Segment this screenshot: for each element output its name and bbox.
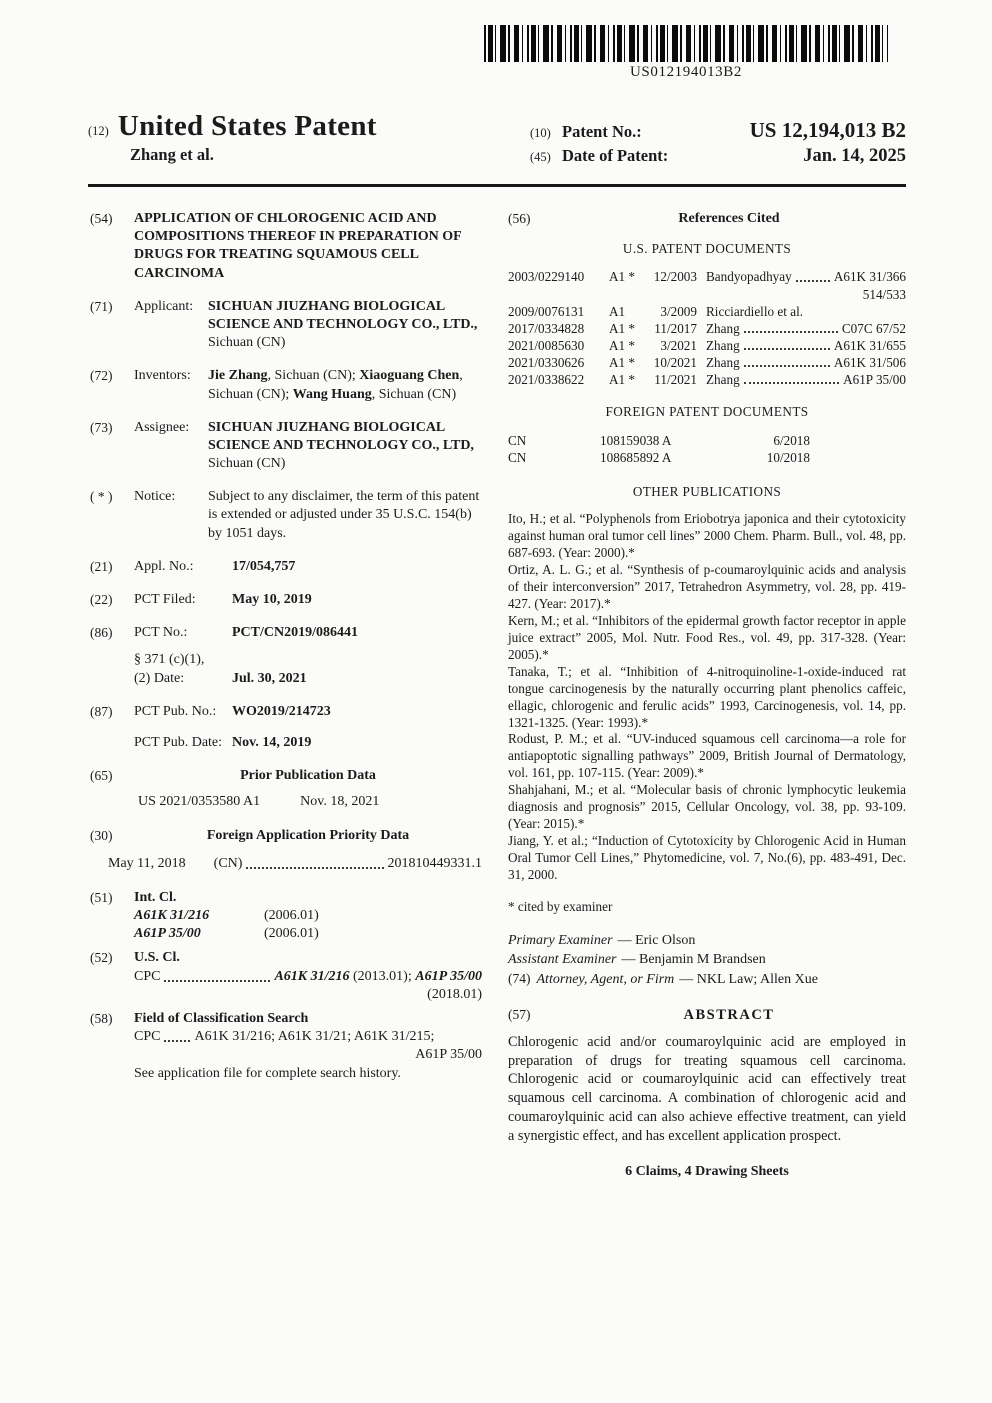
claims-note: 6 Claims, 4 Drawing Sheets bbox=[625, 1163, 789, 1179]
us-patent-documents-table bbox=[508, 268, 906, 388]
pct-no-value: PCT/CN2019/086441 bbox=[232, 625, 358, 641]
us-cl-classes: A61K 31/216 (2013.01); A61P 35/00 bbox=[274, 968, 482, 984]
pct-no-label: PCT No.: bbox=[134, 625, 188, 641]
field-tag: ( * ) bbox=[90, 489, 113, 505]
patent-date-value: Jan. 14, 2025 bbox=[803, 146, 906, 166]
publication-item: Tanaka, T.; et al. “Inhibition of 4-nitroquinoline-1-oxide-induced rat tongue carcinogenesis by the naturally occurring plant phenolics caffeic, ellagic, chlorogenic and ferulic acids” 1993, Carcinogenesis, vol. 14, pp. 1321-1325. (Year: 1993).* bbox=[508, 663, 906, 730]
us-cl-version: (2018.01) bbox=[427, 986, 482, 1002]
prior-publication-date: Nov. 18, 2021 bbox=[300, 794, 380, 810]
foreign-patent-documents-table bbox=[508, 432, 906, 466]
assignee-value: SICHUAN JIUZHANG BIOLOGICAL SCIENCE AND TECHNOLOGY CO., LTD, Sichuan (CN) bbox=[208, 419, 474, 472]
foreign-priority-date: May 11, 2018 bbox=[108, 855, 186, 871]
field-tag: (86) bbox=[90, 625, 113, 641]
patent-number-label: Patent No.: bbox=[562, 122, 642, 141]
header-left bbox=[88, 110, 377, 170]
section-371: § 371 (c)(1), bbox=[134, 652, 205, 668]
field-tag: (65) bbox=[90, 768, 113, 784]
right-column bbox=[508, 210, 906, 1181]
notice-label: Notice: bbox=[134, 489, 176, 505]
field-tag-10: (10) bbox=[530, 126, 551, 140]
inventors-label: Inventors: bbox=[134, 368, 191, 384]
prior-publication-doc: US 2021/0353580 A1 bbox=[138, 794, 261, 810]
field-tag: (56) bbox=[508, 211, 531, 226]
field-pct-filed bbox=[90, 591, 482, 609]
field-tag: (73) bbox=[90, 419, 113, 435]
us-cl-label: U.S. Cl. bbox=[134, 950, 180, 966]
publication-item: Rodust, P. M.; et al. “UV-induced squamous cell carcinoma—a role for antiapoptotic signalling pathways” 2009, British Journal of Dermatology, vol. 161, pp. 107-115. (Year: 2009).* bbox=[508, 731, 906, 781]
field-title bbox=[90, 210, 482, 283]
left-column bbox=[90, 210, 482, 1098]
table-row-continuation: 514/533 bbox=[862, 286, 906, 302]
patent-date-label: Date of Patent: bbox=[562, 146, 669, 165]
publication-item: Jiang, Y. et al.; “Induction of Cytotoxicity by Chlorogenic Acid in Human Oral Tumor Cell Lines,” Phytomedicine, vol. 7, No.(6), pp. 483-491, Dec. 31, 2000. bbox=[508, 833, 906, 883]
publication-item: Ito, H.; et al. “Polyphenols from Eriobotrya japonica and their cytotoxicity against human oral tumor cell lines” 2000 Chem. Pharm. Bull., vol. 48, pp. 687-693. (Year: 2000).* bbox=[508, 511, 906, 560]
table-row: 2021/0330626 A1 * 10/2021 Zhang A61K 31/506 bbox=[508, 355, 906, 371]
header-divider bbox=[88, 184, 906, 187]
table-row: CN 108159038 A 6/2018 bbox=[508, 432, 810, 448]
pct-pub-date-label: PCT Pub. Date: bbox=[134, 734, 223, 750]
prior-publication-row bbox=[90, 793, 482, 811]
foreign-priority-row bbox=[90, 855, 482, 873]
field-assignee bbox=[90, 419, 482, 474]
field-tag: (57) bbox=[508, 1006, 531, 1022]
dot-leader bbox=[246, 867, 383, 869]
dot-leader bbox=[164, 1040, 190, 1042]
pct-pub-no-label: PCT Pub. No.: bbox=[134, 703, 217, 719]
classification-search-line2: A61P 35/00 bbox=[415, 1047, 482, 1063]
field-notice bbox=[90, 488, 482, 543]
foreign-priority-heading: Foreign Application Priority Data bbox=[206, 827, 410, 843]
dot-leader bbox=[744, 348, 830, 350]
field-tag: (51) bbox=[90, 889, 113, 905]
pct-filed-value: May 10, 2019 bbox=[232, 592, 312, 607]
applicant-value: SICHUAN JIUZHANG BIOLOGICAL SCIENCE AND TECHNOLOGY CO., LTD., Sichuan (CN) bbox=[208, 298, 478, 351]
prior-publication-heading: Prior Publication Data bbox=[240, 768, 376, 784]
field-inventors bbox=[90, 367, 482, 403]
table-row: 2021/0085630 A1 * 3/2021 Zhang A61K 31/655 bbox=[508, 337, 906, 353]
page-title: United States Patent bbox=[117, 110, 377, 142]
field-tag-45: (45) bbox=[530, 150, 551, 164]
abstract-heading: (57) ABSTRACT bbox=[508, 1006, 775, 1023]
inventors-value: Jie Zhang, Sichuan (CN); Xiaoguang Chen, Sichuan (CN); Wang Huang, Sichuan (CN) bbox=[208, 368, 463, 402]
table-row: 2003/0229140 A1 * 12/2003 Bandyopadhyay A61K 31/366 bbox=[508, 269, 906, 285]
field-tag: (30) bbox=[90, 827, 113, 843]
references-cited-heading: (56) References Cited bbox=[508, 210, 906, 228]
int-cl-row: A61K 31/216 (2006.01) bbox=[134, 908, 319, 924]
date-371-label: (2) Date: bbox=[134, 670, 185, 686]
patent-number-value: US 12,194,013 B2 bbox=[749, 118, 906, 142]
field-tag: (52) bbox=[90, 950, 113, 966]
field-pct-pub bbox=[90, 703, 482, 752]
applicant-label: Applicant: bbox=[134, 298, 194, 314]
field-classification-search bbox=[90, 1010, 482, 1083]
field-tag: (54) bbox=[90, 211, 113, 226]
attorney-row: (74) Attorney, Agent, or Firm — NKL Law; Allen Xue bbox=[508, 970, 818, 987]
dot-leader bbox=[164, 980, 270, 982]
field-pct-no bbox=[90, 624, 482, 688]
examiner-block bbox=[508, 932, 906, 990]
pct-filed-label: PCT Filed: bbox=[134, 592, 196, 607]
other-publications-heading: OTHER PUBLICATIONS bbox=[632, 483, 782, 499]
barcode-text: US012194013B2 bbox=[630, 64, 742, 80]
dot-leader bbox=[744, 382, 839, 384]
field-tag: (58) bbox=[90, 1011, 113, 1026]
dot-leader bbox=[744, 365, 830, 367]
primary-examiner-row: Primary Examiner — Eric Olson bbox=[508, 933, 696, 949]
invention-title: APPLICATION OF CHLOROGENIC ACID AND COMPOSITIONS THEREOF IN PREPARATION OF DRUGS FOR TREATING SQUAMOUS CELL CARCINOMA bbox=[134, 211, 462, 281]
foreign-priority-country: (CN) bbox=[213, 855, 243, 871]
date-371-value: Jul. 30, 2021 bbox=[232, 670, 307, 686]
field-us-cl bbox=[90, 949, 482, 1004]
field-tag-12: (12) bbox=[88, 124, 109, 138]
barcode-image bbox=[484, 25, 888, 62]
pct-pub-date-value: Nov. 14, 2019 bbox=[232, 734, 312, 750]
field-prior-publication bbox=[90, 767, 482, 785]
field-tag: (71) bbox=[90, 298, 113, 314]
field-appl-no bbox=[90, 558, 482, 576]
classification-search-note: See application file for complete search history. bbox=[134, 1065, 401, 1081]
publication-item: Shahjahani, M.; et al. “Molecular basis of chronic lymphocytic leukemia diagnosis and prognosis” 2015, Cellular Oncology, vol. 38, pp. 93-109. (Year: 2015).* bbox=[508, 782, 906, 832]
int-cl-row: A61P 35/00 (2006.01) bbox=[134, 926, 319, 942]
notice-text: Subject to any disclaimer, the term of this patent is extended or adjusted under 35 U.S.C. 154(b) by 1051 days. bbox=[208, 489, 480, 541]
appl-no-label: Appl. No.: bbox=[134, 558, 194, 574]
assignee-label: Assignee: bbox=[134, 419, 190, 435]
dot-leader bbox=[796, 280, 830, 282]
field-tag: (21) bbox=[90, 558, 113, 574]
other-publications-list bbox=[508, 511, 906, 884]
us-cl-cpc-row: CPC A61K 31/216 (2013.01); A61P 35/00 bbox=[134, 968, 482, 986]
appl-no-value: 17/054,757 bbox=[232, 558, 296, 574]
classification-search-cpc-row: CPC A61K 31/216; A61K 31/21; A61K 31/215; bbox=[134, 1029, 435, 1045]
foreign-priority-number: 201810449331.1 bbox=[387, 855, 482, 871]
field-foreign-priority bbox=[90, 827, 482, 845]
foreign-patent-documents-heading: FOREIGN PATENT DOCUMENTS bbox=[605, 404, 809, 420]
header bbox=[88, 110, 906, 170]
int-cl-label: Int. Cl. bbox=[134, 889, 177, 905]
us-patent-documents-heading: U.S. PATENT DOCUMENTS bbox=[622, 241, 792, 257]
classification-search-label: Field of Classification Search bbox=[134, 1011, 309, 1026]
table-row: CN 108685892 A 10/2018 bbox=[508, 449, 810, 465]
cited-by-examiner-note: * cited by examiner bbox=[508, 899, 613, 915]
table-row: 2021/0338622 A1 * 11/2021 Zhang A61P 35/00 bbox=[508, 372, 906, 388]
pct-pub-no-value: WO2019/214723 bbox=[232, 703, 331, 719]
table-row: 2009/0076131 A1 3/2009 Ricciardiello et al. bbox=[508, 303, 804, 319]
publication-item: Kern, M.; et al. “Inhibitors of the epidermal growth factor receptor in apple juice extract” 2005, Mol. Nutr. Food Res., vol. 49, pp. 317-328. (Year: 2005).* bbox=[508, 612, 906, 662]
assistant-examiner-row: Assistant Examiner — Benjamin M Brandsen bbox=[508, 952, 766, 968]
abstract-text: Chlorogenic acid and/or coumaroylquinic acid are employed in preparation of drugs for treating squamous cell carcinoma. Chlorogenic acid or coumaroylquinic acid can effectively treat squamous cell carcinoma. A combination of chlorogenic acid and coumaroylquinic acid can also achieve effective treatment, can yield a synergistic effect, and has excellent application prospect. bbox=[508, 1033, 906, 1145]
patent-authors: Zhang et al. bbox=[130, 145, 214, 164]
field-tag: (22) bbox=[90, 592, 113, 607]
field-int-cl bbox=[90, 889, 482, 944]
field-applicant bbox=[90, 298, 482, 353]
field-tag: (72) bbox=[90, 368, 113, 384]
table-row: 2017/0334828 A1 * 11/2017 Zhang C07C 67/52 bbox=[508, 320, 906, 336]
field-tag: (87) bbox=[90, 703, 113, 719]
dot-leader bbox=[744, 331, 838, 333]
publication-item: Ortiz, A. L. G.; et al. “Synthesis of p-coumaroylquinic acids and analysis of their interconversion” 2017, Tetrahedron Asymmetry, vol. 28, pp. 419-427. (Year: 2017).* bbox=[508, 561, 906, 611]
header-right bbox=[530, 110, 906, 170]
